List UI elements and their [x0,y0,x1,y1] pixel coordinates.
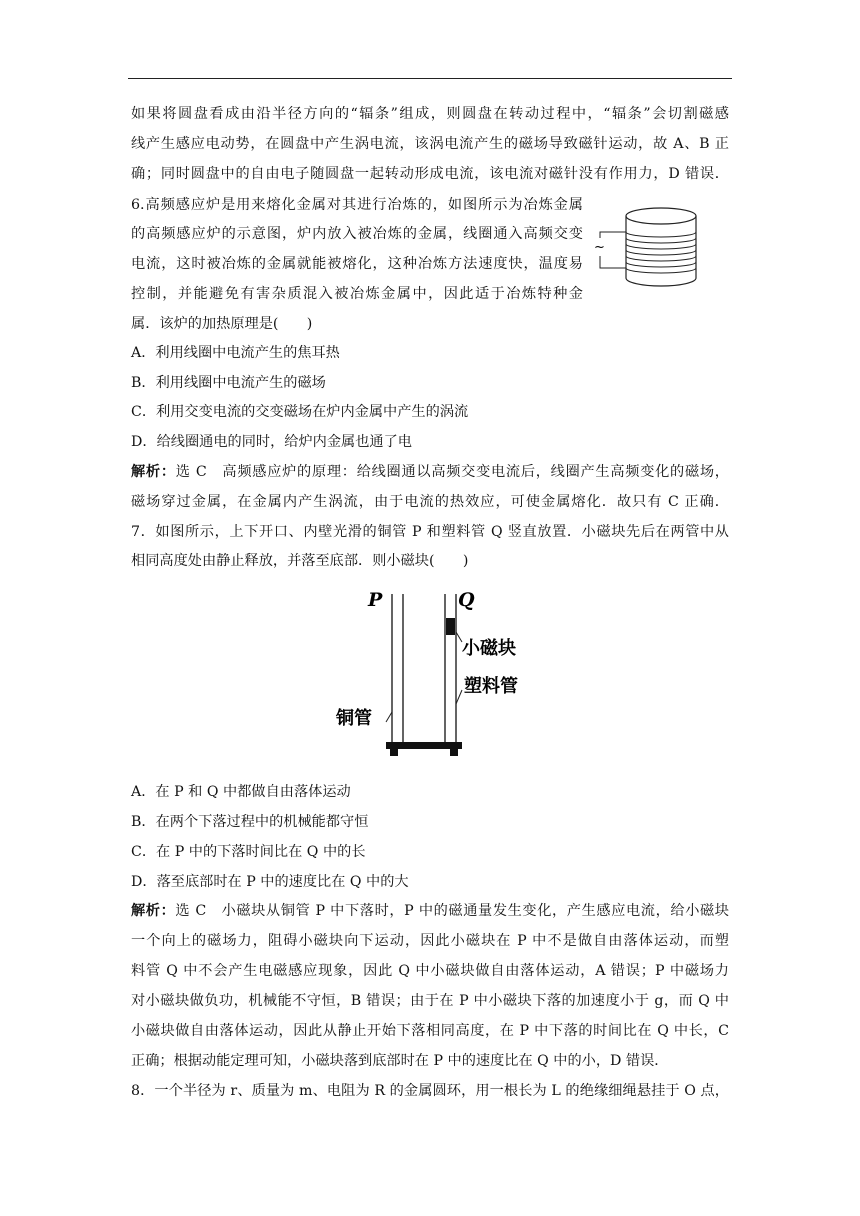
label-p: P [368,589,383,611]
induction-furnace-figure [588,202,716,296]
question6-line5: 属．该炉的加热原理是( ) [131,316,313,332]
solution5-line3: 确；同时圆盘中的自由电子随圆盘一起转动形成电流，该电流对磁针没有作用力，D 错误． [131,166,729,182]
question6-option-d: D．给线圈通电的同时，给炉内金属也通了电 [131,434,412,450]
solution7-line6: 正确；根据动能定理可知，小磁块落到底部时在 P 中的速度比在 Q 中的小，D 错误． [131,1053,669,1069]
solution5-line2: 线产生感应电动势，在圆盘中产生涡电流，该涡电流产生的磁场导致磁针运动，故 A、B 正 [131,136,729,152]
question6-option-c: C．利用交变电流的交变磁场在炉内金属中产生的涡流 [131,404,469,420]
question7-option-b: B．在两个下落过程中的机械能都守恒 [131,814,369,830]
question8-line1: 8．一个半径为 r、质量为 m、电阻为 R 的金属圆环，用一根长为 L 的绝缘细绳悬挂于 O 点， [131,1083,729,1099]
solution7-line5: 小磁块做自由落体运动，因此从静止开始下落相同高度，在 P 中下落的时间比在 Q 中长，C [131,1023,729,1039]
solution6-line2: 磁场穿过金属，在金属内产生涡流，由于电流的热效应，可使金属熔化．故只有 C 正确． [131,494,729,510]
solution6-line1 [131,461,729,481]
question6-option-b: B．利用线圈中电流产生的磁场 [131,375,326,391]
question6-line1: 6.高频感应炉是用来熔化金属对其进行冶炼的，如图所示为冶炼金属 [131,197,583,213]
solution7-text1: 选 C 小磁块从铜管 P 中下落时，P 中的磁通量发生变化，产生感应电流，给小磁块 [175,903,729,919]
header-rule [128,78,732,79]
question7-line2: 相同高度处由静止释放，并落至底部．则小磁块( ) [131,553,469,569]
question7-line1: 7．如图所示，上下开口、内壁光滑的铜管 P 和塑料管 Q 竖直放置．小磁块先后在两管中从 [131,524,729,540]
solution7-label: 解析： [131,903,176,919]
question7-option-a: A．在 P 和 Q 中都做自由落体运动 [131,784,351,800]
solution7-line1 [131,900,729,920]
question6-option-a: A．利用线圈中电流产生的焦耳热 [131,345,340,361]
label-plastic-tube: 塑料管 [464,676,518,697]
solution7-line3: 料管 Q 中不会产生电磁感应现象，因此 Q 中小磁块做自由落体运动，A 错误；P 中磁场力 [131,963,729,979]
solution7-line4: 对小磁块做负功，机械能不守恒，B 错误；由于在 P 中小磁块下落的加速度小于 g，而 Q 中 [131,993,729,1009]
question6-line3: 电流，这时被冶炼的金属就能被熔化，这种冶炼方法速度快，温度易 [131,256,583,272]
solution7-line2: 一个向上的磁场力，阻碍小磁块向下运动，因此小磁块在 P 中不是做自由落体运动，而塑 [131,933,729,949]
solution5-line1: 如果将圆盘看成由沿半径方向的“辐条”组成，则圆盘在转动过程中，“辐条”会切割磁感 [131,106,729,122]
label-copper-tube: 铜管 [336,708,372,729]
magnet-block [446,618,455,635]
solution6-label: 解析： [131,464,176,480]
question6-line4: 控制，并能避免有害杂质混入被冶炼金属中，因此适于冶炼特种金 [131,286,583,302]
question7-option-c: C．在 P 中的下落时间比在 Q 中的长 [131,844,366,860]
label-magnet: 小磁块 [462,638,516,659]
label-q: Q [458,589,475,611]
question6-line2: 的高频感应炉的示意图，炉内放入被冶炼的金属，线圈通入高频交变 [131,226,583,242]
question7-option-d: D．落至底部时在 P 中的速度比在 Q 中的大 [131,874,409,890]
solution6-text1: 选 C 高频感应炉的原理：给线圈通以高频交变电流后，线圈产生高频变化的磁场， [175,464,729,480]
ac-source-symbol: ~ [594,240,605,255]
copper-plastic-tubes-figure [330,582,540,762]
